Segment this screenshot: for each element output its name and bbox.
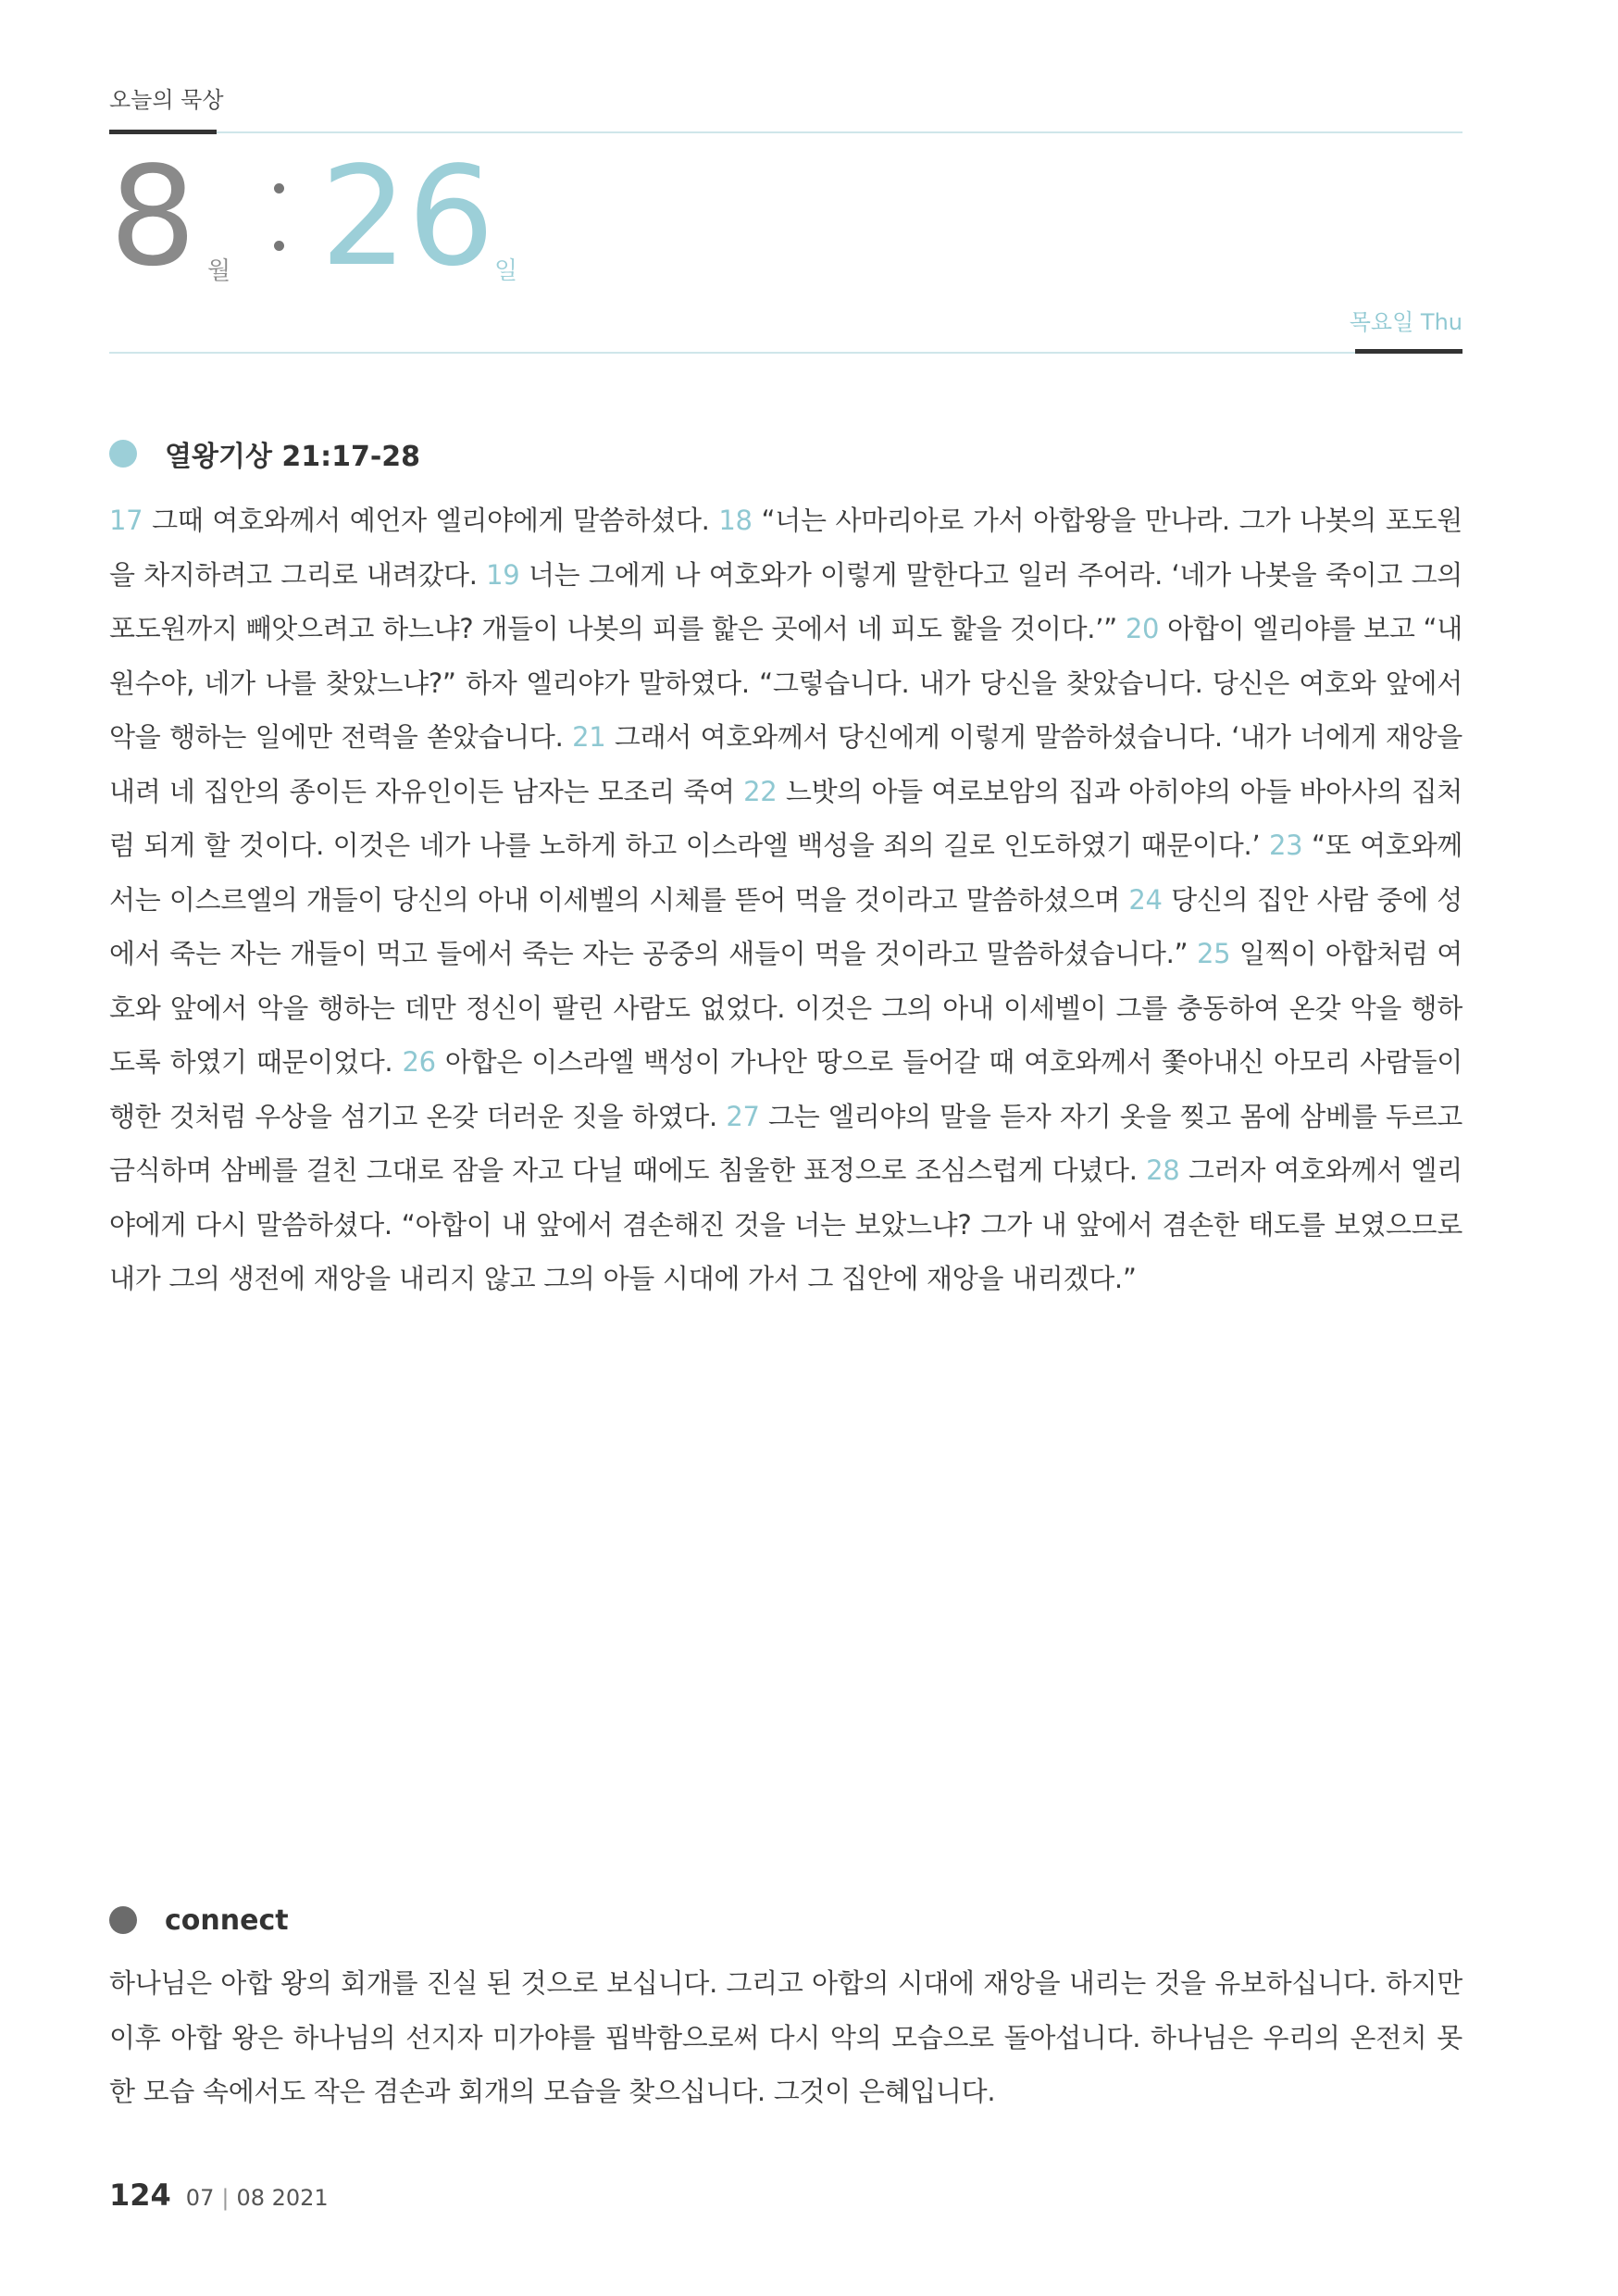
connect-heading xyxy=(109,1902,289,1939)
verse-text: 그때 여호와께서 예언자 엘리야에게 말씀하셨다. xyxy=(143,505,719,536)
verse-number: 22 xyxy=(743,775,778,807)
issue-separator: | xyxy=(221,2185,230,2211)
verse-number: 19 xyxy=(486,558,520,591)
verse-text: 일찍이 아합처럼 여호와 앞에서 악을 행하는 데만 정신이 팔린 사람도 없었다. 이것은 그의 아내 이세벨이 그를 충동하여 온갖 악을 행하도록 하였기 때문이었다. xyxy=(109,938,1463,1078)
verse-text: 아합이 엘리야를 보고 “내 원수야, 네가 나를 찾았느냐?” 하자 엘리야가 말하였다. “그렇습니다. 내가 당신을 찾았습니다. 당신은 여호와 앞에서 악을 행하는 일에만 전력을 쏟았습니다. xyxy=(109,613,1462,753)
verse-text: 그러자 여호와께서 엘리야에게 다시 말씀하셨다. “아합이 내 앞에서 겸손해진 것을 너는 보았느냐? 그가 내 앞에서 겸손한 태도를 보였으므로 내가 그의 생전에 재앙을 내리지 않고 그의 아들 시대에 가서 그 집안에 재앙을 내리겠다.” xyxy=(109,1154,1462,1294)
verse-number: 24 xyxy=(1128,883,1163,916)
day-number: 26 xyxy=(320,137,495,296)
verse-number: 21 xyxy=(572,721,606,753)
bullet-icon xyxy=(109,440,137,468)
page-number: 124 xyxy=(109,2177,171,2213)
verse-number: 27 xyxy=(726,1100,760,1132)
verse-text: “또 여호와께서는 이스르엘의 개들이 당신의 아내 이세벨의 시체를 뜯어 먹을 것이라고 말씀하셨으며 xyxy=(109,830,1462,916)
month-number: 8 xyxy=(109,137,197,296)
verse-number: 17 xyxy=(109,505,143,536)
month-unit: 월 xyxy=(207,257,231,285)
verse-number: 23 xyxy=(1269,830,1303,861)
connect-title: connect xyxy=(165,1903,289,1937)
issue-month-year: 08 2021 xyxy=(236,2185,329,2211)
verse-text: 그래서 여호와께서 당신에게 이렇게 말씀하셨습니다. ‘내가 너에게 재앙을 내려 네 집안의 종이든 자유인이든 남자는 모조리 죽여 xyxy=(109,721,1463,807)
verse-text: 아합은 이스라엘 백성이 가나안 땅으로 들어갈 때 여호와께서 쫓아내신 아모리 사람들이 행한 것처럼 우상을 섬기고 온갖 더러운 짓을 하였다. xyxy=(109,1046,1462,1132)
verse-number: 25 xyxy=(1196,938,1231,969)
section-label: 오늘의 묵상 xyxy=(109,87,224,113)
page-footer xyxy=(109,2177,329,2213)
date-rule-accent xyxy=(1355,349,1462,354)
issue-date xyxy=(186,2185,329,2211)
verse-number: 26 xyxy=(402,1046,436,1078)
verse-text: 그는 엘리야의 말을 듣자 자기 옷을 찢고 몸에 삼베를 두르고 금식하며 삼베를 걸친 그대로 잠을 자고 다닐 때에도 침울한 표정으로 조심스럽게 다녔다. xyxy=(109,1100,1462,1186)
weekday-label: 목요일 Thu xyxy=(1349,309,1462,335)
date-display xyxy=(109,137,850,296)
header-rule xyxy=(109,131,1462,133)
verse-text: “너는 사마리아로 가서 아합왕을 만나라. 그가 나봇의 포도원을 차지하려고 그리로 내려갔다. xyxy=(109,505,1462,591)
day-unit: 일 xyxy=(494,257,518,285)
connect-text: 하나님은 아합 왕의 회개를 진실 된 것으로 보십니다. 그리고 아합의 시대에 재앙을 내리는 것을 유보하십니다. 하지만 이후 아합 왕은 하나님의 선지자 미가야를 핍박함으로써 다시 악의 모습으로 돌아섭니다. 하나님은 우리의 온전치 못한 모습 속에서도 작은 겸손과 회개의 모습을 찾으십니다. 그것이 은혜입니다. xyxy=(109,1967,1462,2107)
header-rule-accent xyxy=(109,130,217,134)
scripture-heading xyxy=(109,435,420,472)
verse-number: 20 xyxy=(1125,613,1160,644)
verse-text: 너는 그에게 나 여호와가 이렇게 말한다고 일러 주어라. ‘네가 나봇을 죽이고 그의 포도원까지 빼앗으려고 하느냐? 개들이 나봇의 피를 핥은 곳에서 네 피도 핥을 것이다.’” xyxy=(109,558,1462,644)
verse-text: 느밧의 아들 여로보암의 집과 아히야의 아들 바아사의 집처럼 되게 할 것이다. 이것은 네가 나를 노하게 하고 이스라엘 백성을 죄의 길로 인도하였기 때문이다.’ xyxy=(109,775,1463,861)
verse-text: 당신의 집안 사람 중에 성에서 죽는 자는 개들이 먹고 들에서 죽는 자는 공중의 새들이 먹을 것이라고 말씀하셨습니다.” xyxy=(109,883,1462,969)
issue-month: 07 xyxy=(185,2185,215,2211)
verse-number: 18 xyxy=(718,505,753,536)
scripture-text xyxy=(109,493,1462,1306)
bullet-icon xyxy=(109,1906,137,1934)
scripture-reference: 열왕기상 21:17-28 xyxy=(165,441,421,473)
colon-separator xyxy=(272,165,285,257)
date-rule xyxy=(109,352,1462,354)
verse-number: 28 xyxy=(1146,1154,1180,1186)
